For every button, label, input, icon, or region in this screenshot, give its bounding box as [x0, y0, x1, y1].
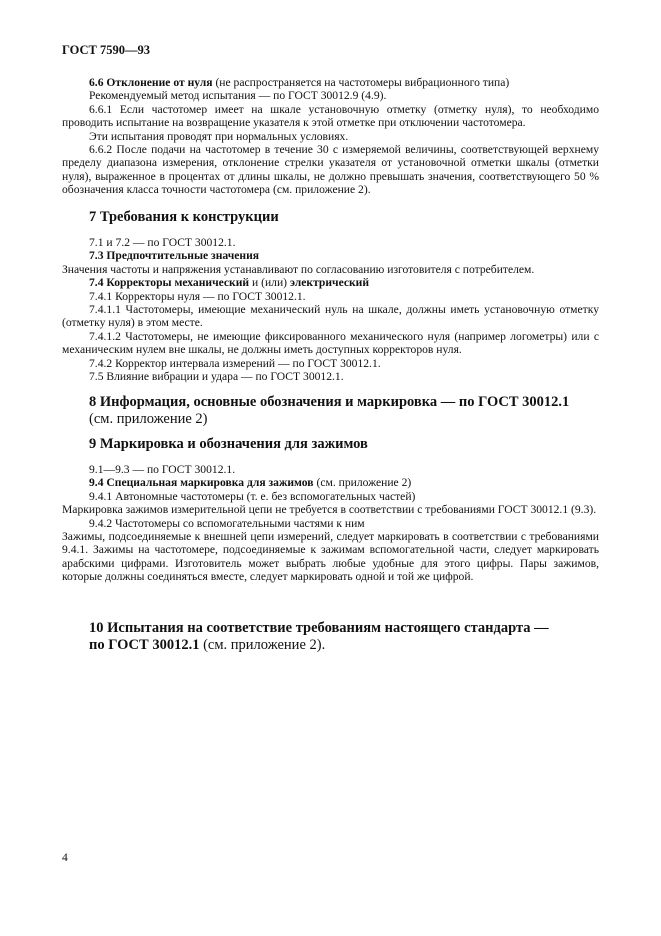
paragraph-9-4-2-text: Зажимы, подсоединяемые к внешней цепи измерений, следует маркировать в соответствии с требованиями 9.4.1. Зажимы на частотомере, подсоединяемые к зажимам вспомогательной части, следует маркировать арабскими цифрами. Изготовитель может выбрать любые удобные для этого цифры. Пары зажимов, которые должны соединяться вместе, следует маркировать одной и той же цифрой.	[62, 530, 599, 584]
paragraph-9-4-title	[62, 476, 599, 489]
section-9	[62, 463, 599, 584]
paragraph-6-6-title	[62, 76, 599, 89]
section-6-6	[62, 76, 599, 197]
page-header: ГОСТ 7590—93	[62, 43, 151, 57]
paragraph-7-4-2: 7.4.2 Корректор интервала измерений — по ГОСТ 30012.1.	[89, 356, 381, 370]
paragraph-7-3-text: Значения частоты и напряжения устанавливают по согласованию изготовителя с потребителем.	[62, 262, 535, 276]
section-8-heading	[62, 394, 626, 428]
paragraph-method: Рекомендуемый метод испытания — по ГОСТ 30012.9 (4.9).	[89, 89, 387, 103]
paragraph-6-6-1: 6.6.1 Если частотомер имеет на шкале установочную отметку (отметку нуля), то необходимо проводить испытание на возвращение указателя к этой отметке при отключении частотомера.	[62, 102, 599, 130]
clause-number: 6.6	[89, 76, 104, 89]
paragraph-9-1: 9.1—9.3 — по ГОСТ 30012.1.	[89, 463, 236, 476]
clause-title-end: электрический	[289, 276, 370, 290]
section-9-heading: 9 Маркировка и обозначения для зажимов	[89, 436, 368, 452]
clause-ref: (см. приложение 2)	[313, 476, 412, 490]
section-10-heading	[62, 620, 626, 654]
clause-note: (не распространяется на частотомеры вибрационного типа)	[212, 76, 510, 89]
section-10-title-line2	[89, 637, 626, 654]
paragraph-6-6-2: 6.6.2 После подачи на частотомер в течение 30 с измеряемой величины, соответствующей верхнему пределу диапазона измерения, отклонение стрелки указателя от установочной отметки шкалы (отметки нуля), выраженное в процентах от длины шкалы, не должно превышать значения, соответствующего 50 % обозначения класса точности частотомера (см. приложение 2).	[62, 143, 599, 197]
paragraph-7-4-1-2: 7.4.1.2 Частотомеры, не имеющие фиксированного механического нуля (например логометры) или с механическим нулем вне шкалы, не должны иметь доступных корректоров нуля.	[62, 329, 599, 357]
section-10-standard: по ГОСТ 30012.1	[89, 637, 200, 653]
section-7	[62, 236, 599, 383]
page-number: 4	[62, 851, 68, 864]
clause-title: Отклонение от нуля	[106, 76, 213, 89]
paragraph-7-4-1: 7.4.1 Корректоры нуля — по ГОСТ 30012.1.	[89, 289, 306, 303]
section-7-heading: 7 Требования к конструкции	[89, 209, 279, 225]
section-8-title: 8 Информация, основные обозначения и маркировка — по ГОСТ 30012.1	[89, 394, 570, 410]
section-10-ref: (см. приложение 2).	[199, 637, 326, 653]
clause-title: 9.4 Специальная маркировка для зажимов	[89, 476, 314, 490]
paragraph-7-4-title	[62, 276, 599, 289]
paragraph-7-5: 7.5 Влияние вибрации и удара — по ГОСТ 30012.1.	[89, 370, 344, 384]
section-8-ref: (см. приложение 2)	[89, 411, 208, 427]
clause-connector: и (или)	[249, 276, 290, 290]
paragraph-7-1: 7.1 и 7.2 — по ГОСТ 30012.1.	[89, 236, 236, 249]
paragraph-7-3-title: 7.3 Предпочтительные значения	[89, 249, 260, 263]
paragraph-9-4-2: 9.4.2 Частотомеры со вспомогательными частями к ним	[89, 516, 365, 530]
section-10-title-line1: 10 Испытания на соответствие требованиям настоящего стандарта —	[89, 620, 549, 636]
paragraph-conditions: Эти испытания проводят при нормальных условиях.	[89, 129, 349, 143]
paragraph-7-4-1-1: 7.4.1.1 Частотомеры, имеющие механический нуль на шкале, должны иметь установочную отметку (отметку нуля) в этом месте.	[62, 303, 599, 330]
clause-title: 7.4 Корректоры механический	[89, 276, 250, 290]
paragraph-9-4-1: 9.4.1 Автономные частотомеры (т. е. без вспомогательных частей)	[89, 489, 416, 503]
paragraph-9-4-1-text: Маркировка зажимов измерительной цепи не требуется в соответствии с требованиями ГОСТ 30012.1 (9.3).	[62, 503, 597, 517]
